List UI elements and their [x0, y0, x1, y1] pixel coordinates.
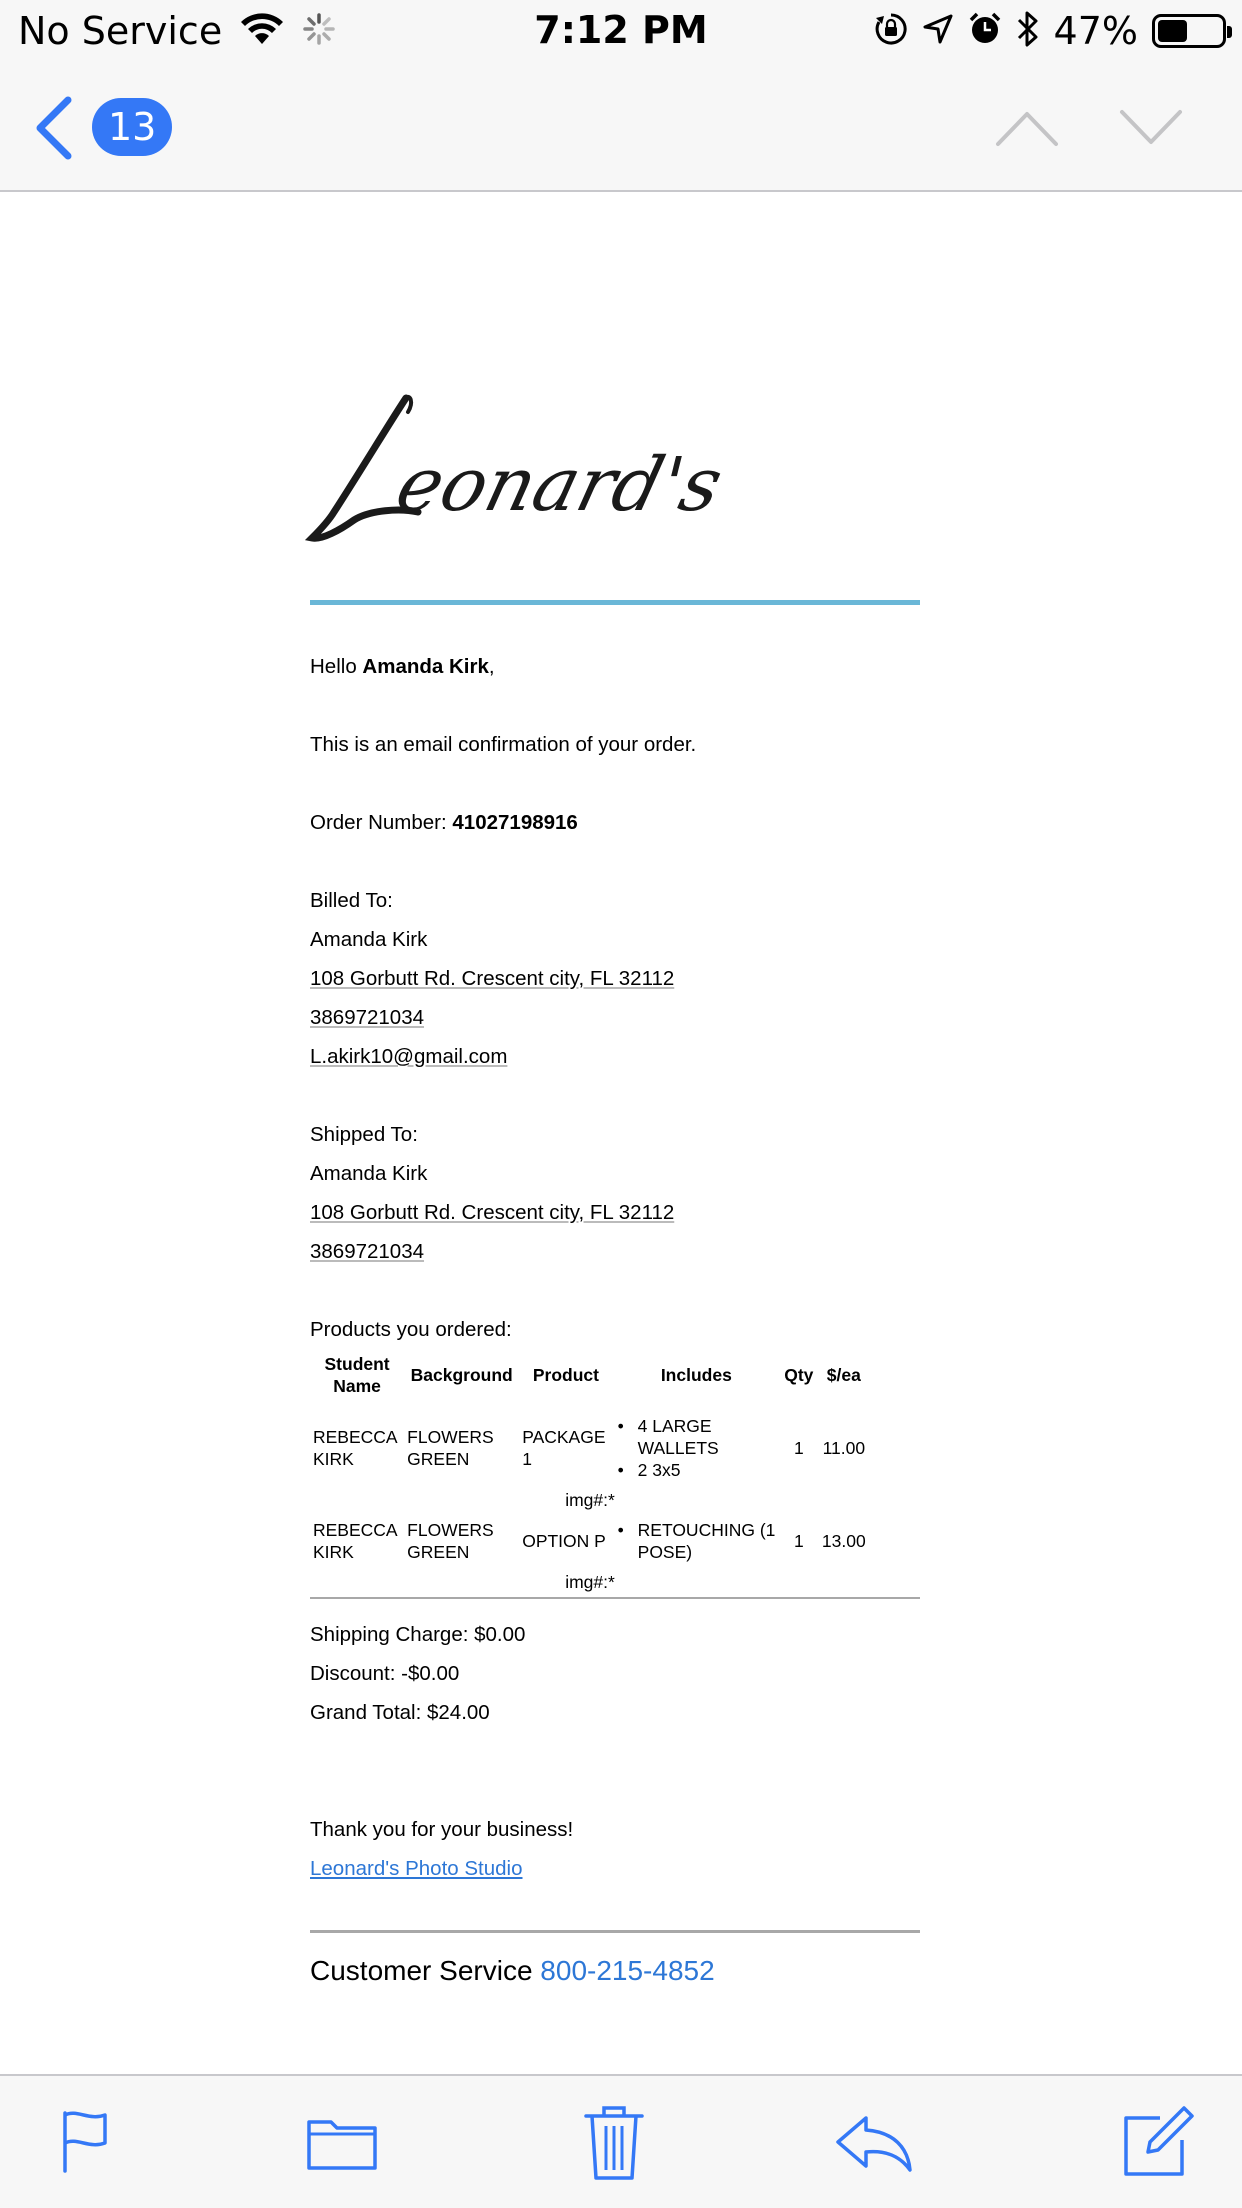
carrier-label: No Service [18, 9, 223, 53]
header-qty: Qty [784, 1365, 814, 1385]
products-label: Products you ordered: [310, 1318, 512, 1341]
order-number-line [310, 803, 920, 842]
compose-icon [1120, 2104, 1196, 2180]
shipping-charge: Shipping Charge: $0.00 [310, 1623, 526, 1646]
next-message-button[interactable] [1118, 106, 1184, 150]
mail-nav-bar [0, 62, 1242, 192]
customer-service-label: Customer Service [310, 1955, 541, 1986]
discount: Discount: -$0.00 [310, 1662, 460, 1685]
customer-service-phone-link[interactable]: 800-215-4852 [540, 1955, 715, 1986]
battery-level [1158, 20, 1187, 42]
intro-text: This is an email confirmation of your order. [310, 733, 697, 756]
header-includes: Includes [660, 1365, 732, 1385]
billed-name: Amanda Kirk [310, 928, 428, 951]
alarm-icon [968, 12, 1002, 51]
image-number: img#:* [565, 1490, 615, 1510]
order-number-label: Order Number: [310, 811, 453, 834]
greeting-name: Amanda Kirk [362, 655, 489, 678]
shipped-phone-link[interactable]: 3869721034 [310, 1240, 425, 1263]
reply-button[interactable] [834, 2102, 914, 2182]
image-number-row [310, 1567, 870, 1597]
cell-includes [613, 1515, 780, 1567]
leonards-logo [310, 392, 731, 552]
previous-message-icon [994, 106, 1060, 150]
svg-text:eonard's: eonard's [388, 441, 731, 528]
grand-total: Grand Total: $24.00 [310, 1701, 490, 1724]
cell-qty: 1 [793, 1531, 804, 1551]
bottom-toolbar [0, 2074, 1242, 2208]
status-right [874, 8, 1226, 54]
closing-block [310, 1810, 920, 1888]
include-item: • 2 3x5 [616, 1459, 777, 1481]
order-number: 41027198916 [452, 811, 578, 834]
previous-message-button[interactable] [994, 106, 1060, 150]
image-number: img#:* [565, 1572, 615, 1592]
cell-product: PACKAGE 1 [522, 1427, 606, 1469]
shipped-name: Amanda Kirk [310, 1162, 428, 1185]
footer-divider [310, 1930, 920, 1933]
flag-icon [49, 2107, 119, 2177]
next-message-icon [1118, 106, 1184, 150]
cell-product: OPTION P [522, 1531, 606, 1551]
shipped-address-link[interactable]: 108 Gorbutt Rd. Crescent city, FL 32112 [310, 1201, 675, 1224]
status-bar [0, 0, 1242, 62]
leonards-logo-signature [310, 392, 731, 552]
table-row [310, 1411, 870, 1485]
battery-icon [1152, 14, 1226, 48]
cell-background: FLOWERS GREEN [407, 1427, 494, 1469]
orientation-lock-icon [874, 12, 908, 51]
billed-email-link[interactable]: L.akirk10@gmail.com [310, 1045, 508, 1068]
cell-student: REBECCA KIRK [313, 1427, 397, 1469]
flag-button[interactable] [44, 2102, 124, 2182]
studio-link[interactable]: Leonard's Photo Studio [310, 1857, 523, 1880]
products-table-header [310, 1351, 870, 1411]
billed-to-label: Billed To: [310, 889, 393, 912]
folder-icon [305, 2110, 379, 2174]
greeting [310, 647, 920, 686]
include-item: • 4 LARGE WALLETS [616, 1415, 777, 1459]
thanks-text: Thank you for your business! [310, 1818, 574, 1841]
unread-count-badge[interactable]: 13 [92, 98, 172, 156]
header-product: Product [532, 1365, 599, 1385]
table-divider [310, 1597, 920, 1599]
clock: 7:12 PM [534, 8, 708, 52]
include-item: • RETOUCHING (1 POSE) [616, 1519, 777, 1563]
cell-price: 11.00 [822, 1438, 866, 1458]
bluetooth-icon [1016, 11, 1040, 52]
shipped-to-label: Shipped To: [310, 1123, 418, 1146]
greeting-prefix: Hello [310, 655, 363, 678]
cell-student: REBECCA KIRK [313, 1520, 397, 1562]
shipped-to-block [310, 1115, 920, 1271]
products-table [310, 1351, 870, 1597]
cell-background: FLOWERS GREEN [407, 1520, 494, 1562]
header-price: $/ea [826, 1365, 861, 1385]
cell-qty: 1 [793, 1438, 804, 1458]
billed-to-block [310, 881, 920, 1076]
battery-percent: 47% [1053, 9, 1138, 53]
back-chevron-icon [30, 96, 80, 160]
table-row [310, 1515, 870, 1567]
header-background: Background [410, 1365, 513, 1385]
billed-address-link[interactable]: 108 Gorbutt Rd. Crescent city, FL 32112 [310, 967, 675, 990]
compose-button[interactable] [1118, 2102, 1198, 2182]
billed-phone-link[interactable]: 3869721034 [310, 1006, 425, 1029]
totals-block [310, 1615, 920, 1732]
back-button[interactable] [30, 96, 80, 160]
location-icon [922, 13, 954, 50]
greeting-suffix: , [488, 655, 495, 678]
cell-includes [613, 1411, 780, 1485]
trash-button[interactable] [574, 2102, 654, 2182]
logo-divider [310, 600, 920, 605]
cell-price: 13.00 [821, 1531, 866, 1551]
move-to-folder-button[interactable] [302, 2102, 382, 2182]
customer-service-line [310, 1951, 920, 1991]
battery-nub [1227, 26, 1232, 38]
header-student-name: Student Name [324, 1354, 390, 1396]
reply-icon [834, 2110, 914, 2174]
email-content [310, 647, 920, 1991]
trash-icon [582, 2102, 646, 2182]
image-number-row [310, 1485, 870, 1515]
